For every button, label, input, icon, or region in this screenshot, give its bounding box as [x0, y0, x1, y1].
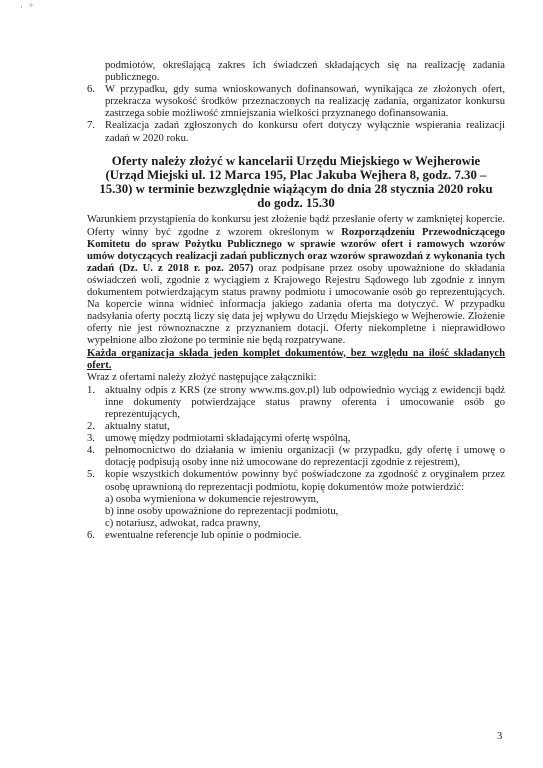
rule-item — [87, 120, 505, 144]
attachment-text: aktualny odpis z KRS (ze strony www.ms.gov.pl) lub odpowiednio wyciąg z ewidencji bądź inne dokumenty potwierdzające status prawny oferenta i umocowanie osób go reprezentujących, — [105, 384, 505, 420]
document-content — [87, 60, 505, 542]
rule-text: W przypadku, gdy suma wnioskowanych dofinansowań, wynikająca ze złożonych ofert, przekracza wysokość środków przeznaczonych na realizację zadania, organizator konkursu zastrzega sobie możliwość zmniejszania wielkości przyznanego dofinansowania. — [105, 84, 505, 120]
attachment-text: pełnomocnictwo do działania w imieniu organizacji (w przypadku, gdy ofertę i umowę o dotację podpisują osoby inne niż umocowane do reprezentacji zgodnie z rejestrem), — [105, 445, 505, 469]
attachment-number: 6. — [87, 529, 95, 541]
rule-text: Realizacja zadań zgłoszonych do konkursu ofert dotyczy wyłącznie wspierania realizacji zadań w 2020 roku. — [105, 120, 505, 144]
scan-mark: · ° — [20, 2, 35, 12]
rule-number: 7. — [87, 120, 95, 132]
attachment-item — [87, 530, 505, 542]
conditions-paragraph — [87, 214, 505, 347]
attachments-list — [87, 385, 505, 542]
attachment-text: umowę między podmiotami składającymi ofertę wspólną, — [105, 433, 351, 445]
attachment-subitem: c) notariusz, adwokat, radca prawny, — [105, 517, 261, 529]
page-number: 3 — [497, 731, 503, 742]
attachment-number: 5. — [87, 469, 95, 481]
one-set-notice: Każda organizacja składa jeden komplet dokumentów, bez względu na ilość składanych ofert. — [87, 347, 505, 371]
regulation-reference: Rozporządzeniu Przewodniczącego Komitetu do spraw Pożytku Publicznego w sprawie wzorów ofert i ramowych wzorów umów dotyczących realizacji zadań publicznych oraz wzorów sprawozdań z wykonania tych zadań (Dz. U. z 2018 r. poz. 2057) — [87, 226, 505, 274]
attachment-number: 2. — [87, 421, 95, 433]
attachment-item — [87, 433, 505, 445]
rule-number: 6. — [87, 84, 95, 96]
attachments-intro: Wraz z ofertami należy złożyć następujące załączniki: — [87, 371, 317, 383]
attachment-number: 1. — [87, 384, 95, 396]
continuation-paragraph: podmiotów, określającą zakres ich świadczeń składających się na realizację zadania publicznego. — [105, 60, 505, 84]
conditions-text-start: Warunkiem przystąpienia do konkursu jest złożenie bądź przesłanie oferty w zamkniętej kopercie. Oferty winny być zgodne z wzorem określonym w — [87, 214, 505, 238]
attachment-number: 3. — [87, 433, 95, 445]
attachment-text: ewentualne referencje lub opinie o podmiocie. — [105, 529, 302, 541]
attachment-number: 4. — [87, 445, 95, 457]
attachment-item — [87, 385, 505, 421]
attachment-subitem: b) inne osoby upoważnione do reprezentacji podmiotu, — [105, 505, 339, 517]
attachment-item — [87, 421, 505, 433]
attachment-text: kopie wszystkich dokumentów powinny być poświadczone za zgodność z oryginałem przez osobę uprawnioną do reprezentacji podmiotu, kopię dokumentów może potwierdzić: — [105, 469, 505, 493]
attachment-item — [87, 469, 505, 529]
rule-item — [87, 84, 505, 120]
attachment-item — [87, 445, 505, 469]
rules-list — [87, 84, 505, 144]
attachment-subitem: a) osoba wymieniona w dokumencie rejestrowym, — [105, 493, 319, 505]
conditions-text-end: oraz podpisane przez osoby upoważnione do składania oświadczeń woli, zgodnie z wyciągiem z Krajowego Rejestru Sądowego lub zgodnie z innym dokumentem potwierdzającym status prawny podmiotu i umocowanie osób go reprezentujących. Na kopercie winna widnieć informacja jakiego zadania oferta ma dotyczyć. W przypadku nadsyłania oferty pocztą liczy się data jej wpływu do Urzędu Miejskiego w Wejherowie. Złożenie oferty nie jest równoznaczne z przyznaniem dotacji. Oferty niekompletne i nieprawidłowo wypełnione albo złożone po terminie nie będą rozpatrywane. — [87, 262, 506, 347]
submission-heading: Oferty należy złożyć w kancelarii Urzędu Miejskiego w Wejherowie (Urząd Miejski ul. 12 Marca 195, Plac Jakuba Wejhera 8, godz. 7.30 – 15.30) w terminie bezwzględnie wiążącym do dnia 28 stycznia 2020 roku do godz. 15.30 — [99, 153, 493, 211]
attachment-text: aktualny statut, — [105, 421, 170, 433]
